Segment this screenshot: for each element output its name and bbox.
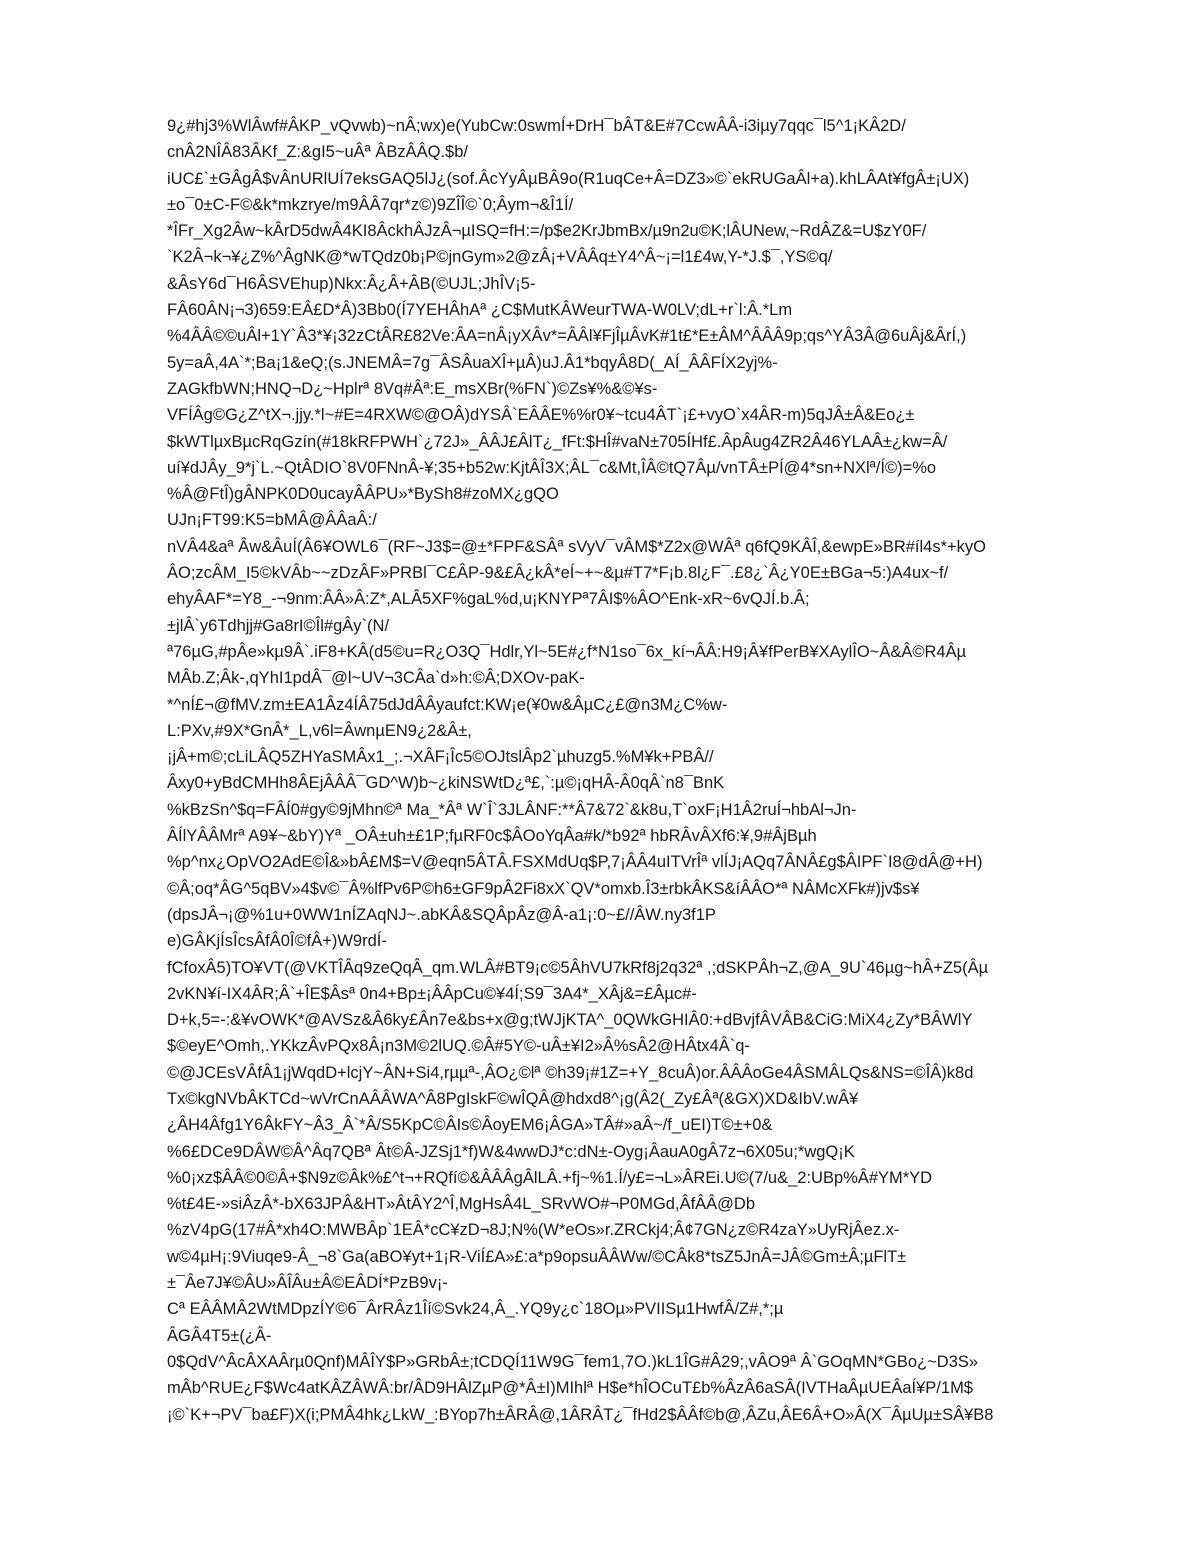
text-line-44: w©4µH¡:9Viuqe9-Â_¬8`Ga(aBO¥yt+1¡R-ViÍ£A»£:a*p9opsuÂÂWw/©CÂk8*tsZ5JnÂ=JÂ©Gm±Â;µFlT±	[167, 1247, 907, 1266]
text-line-9: %4ÂÂ©©uÂl+1Y`Â3*¥¡32zCtÂR£82Ve:ÂA=nÂ¡yXÂv*=ÂÂl¥FjÎµÂvK#1t£*E±ÂM^ÂÂÂ9p;qs^YÂ3Â@6uÂj&ÂrÍ,)	[167, 327, 967, 346]
text-line-50: ¡©`K+¬PV¯ba£F)X(i;PMÂ4hk¿LkW_:BYop7h±ÂRÂ@,1ÂRÂT¿¯fHd2$ÂÂf©b@,ÂZu,ÂE6Â+O»Â(X¯ÂµUµ±SÂ¥B8	[167, 1405, 994, 1424]
text-line-18: ÂO;zcÂM_I5©kVÂb~~zDzÂF»PRBl¯C£ÂP-9&£Â¿kÂ*eÍ~+~&µ#T7*F¡b.8l¿F¯.£8¿`Â¿Y0E±BGa¬5:)A4ux~f/	[167, 564, 949, 583]
text-line-14: uí¥dJÂy_9*j`L.~QtÂDIO`8V0FNnÂ-¥;35+b52w:KjtÂÎ3X;ÂL¯c&Mt,ÎÂ©tQ7Âµ/vnTÂ±PÍ@4*sn+NXlª/Í©)=%o	[167, 458, 937, 477]
text-line-23: *^nÍ£¬@fMV.zm±EA1Âz4ÍÂ75dJdÂÂyaufct:KW¡e(¥0w&ÂµC¿£@n3M¿C%w-	[167, 695, 728, 714]
text-line-16: UJn¡FT99:K5=bMÂ@ÂÂaÂ:/	[167, 511, 377, 530]
text-line-36: $©eyE^Omh,.YKkzÂvPQx8Â¡n3M©2lUQ.©Â#5Y©-uÂ±¥I2»Â%sÂ2@HÂtx4Â`q-	[167, 1037, 750, 1056]
text-line-45: ±¯Âe7J¥©ÂU»ÂÎÂu±Â©EÂDÍ*PzB9v¡-	[167, 1274, 448, 1293]
text-line-41: %0¡xz$ÂÂ©0©Â+$N9z©Âk%£^t¬+RQfí©&ÂÂÂgÂlLÂ.+fj~%1.Í/y£=¬L»ÂREi.U©(7/u&_2:UBp%Â#YM*YD	[167, 1168, 933, 1187]
text-line-43: %zV4pG(17#Â*xh4O:MWBÂp`1EÂ*cC¥zD¬8J;N%(W*eOs»r.ZRCkj4;Â¢7GN¿z©R4zaY»UyRjÂez.x-	[167, 1221, 900, 1240]
text-line-28: ÂÍlYÂÂMrª A9¥~&bY)Yª _OÂ±uh±£1P;fµRF0c$ÂOoYqÂa#k/*b92ª hbRÂvÂXf6:¥,9#ÂjBµh	[167, 827, 817, 846]
text-line-5: *ÎFr_Xg2Âw~kÂrD5dwÂ4KI8ÂckhÂJzÂ¬µISQ=fH:=/p$e2KrJbmBx/µ9n2u©K;lÂUNew,~RdÂZ&=U$zY0F/	[167, 222, 927, 241]
text-line-37: ©@JCEsVÂfÂ1¡jWqdD+lcjY~ÂN+Si4,rµµª-,ÂO¿©lª ©h39¡#1Z=+Y_8cuÂ)or.ÂÂÂoGe4ÂSMÂLQs&NS=©ÎÂ)k8d	[167, 1063, 974, 1082]
text-line-38: Tx©kgNVbÂKTCd~wVrCnAÂÂWA^Â8PgIskF©wÎQÂ@hdxd8^¡g(Â2(_Zy£Âª(&GX)XD&IbV.wÂ¥	[167, 1089, 859, 1108]
text-line-19: ehyÂAF*=Y8_-¬9nm:ÂÂ»Â:Z*,ALÂ5XF%gaL%d,u¡KNYPª7ÂI$%ÂO^Enk-xR~6vQJÍ.b.Â;	[167, 590, 810, 609]
text-line-2: cnÂ2NÎÂ83ÂKf_Z:&gI5~uÂª ÂBzÂÂQ.$b/	[167, 143, 468, 162]
text-line-49: mÂb^RUE¿F$Wc4atKÂZÂWÂ:br/ÂD9HÂlZµP@*Â±I)MIhlª H$e*hÎOCuT£b%ÂzÂ6aSÂ(IVTHaÂµUEÂaÍ¥P/1M$	[167, 1379, 973, 1398]
garbled-text-block	[167, 113, 1127, 1428]
text-line-32: e)GÂKjÍsÎcsÂfÂ0Î©fÂ+)W9rdÍ-	[167, 932, 387, 951]
text-line-12: VFÍÂg©G¿Z^tX¬.jjy.*l~#E=4RXW©@OÂ)dYSÂ`EÂÂE%%r0¥~tcu4ÂT`¡£+vyO`x4ÂR-m)5qJÂ±Â&Eo¿±	[167, 406, 915, 425]
text-line-7: &ÂsY6d¯H6ÂSVEhup)Nkx:Â¿Â+ÂB(©UJL;JhÎV¡5-	[167, 274, 536, 293]
text-line-8: FÂ60ÂN¡¬3)659:EÂ£D*Â)3Bb0(Í7YEHÂhAª ¿C$MutKÂWeurTWA-W0LV;dL+r`l:Â.*Lm	[167, 301, 793, 320]
text-line-47: ÂGÂ4T5±(¿Â-	[167, 1326, 272, 1345]
text-line-34: 2vKN¥í-IX4ÂR;Â`+ÎE$Âsª 0n4+Bp±¡ÂÂpCu©¥4Í;S9¯3A4*_XÂj&=£Âµc#-	[167, 984, 697, 1003]
text-line-13: $kWTlµxBµcRqGzín(#18kRFPWH`¿72J»_ÂÂJ£ÂlT¿_fFt:$HÎ#vaN±705ÍHf£.ÂpÂug4ZR2Â46YLAÂ±¿kw=Â/	[167, 432, 948, 451]
text-line-46: Cª EÂÂMÂ2WtMDpzÍY©6¯ÂrRÂz1Îí©Svk24,Â_.YQ9y¿c`18Oµ»PVIISµ1HwfÂ/Z#,*;µ	[167, 1300, 784, 1319]
text-line-24: L:PXv,#9X*GnÂ*_L,v6l=ÂwnµEN9¿2&Â±,	[167, 721, 472, 740]
text-line-3: iUC£`±GÂgÂ$vÂnURlUÍ7eksGAQ5lJ¿(sof.ÂcYyÂµBÂ9o(R1uqCe+Â=DZ3»©`ekRUGaÂl+a).khLÂAt¥fgÂ±¡UX)	[167, 169, 970, 188]
text-line-26: Âxy0+yBdCMHh8ÂEjÂÂÂ¯GD^W)b~¿kiNSWtD¿ª£,`:µ©¡qHÂ-Â0qÂ`n8¯BnK	[167, 774, 725, 793]
text-line-48: 0$QdV^ÂcÂXAÂrµ0Qnf)MÂÎY$P»GRbÂ±;tCDQÍ11W9G¯fem1,7O.)kL1ÎG#Â29;,vÂO9ª Â`GOqMN*GBo¿~D3S»	[167, 1352, 979, 1371]
text-line-40: %6£DCe9DÂW©Â^Âq7QBª Ât©Â-JZSj1*f)W&4wwDJ*c:dN±-Oyg¡ÂauA0gÂ7z¬6X05u;*wgQ¡K	[167, 1142, 855, 1161]
text-line-39: ¿ÂH4Âfg1Y6ÂkFY~Â3_Â`*Â/S5KpC©ÂIs©ÂoyEM6¡ÂGA»TÂ#»aÂ~/f_uEI)T©±+0&	[167, 1116, 773, 1135]
text-line-25: ¡jÂ+m©;cLiLÂQ5ZHYaSMÂx1_;.¬XÂF¡Îc5©OJtslÂp2`µhuzg5.%M¥k+PBÂ//	[167, 748, 714, 767]
text-line-30: ©Â;oq*ÂG^5qBV»4$v©¯Â%lfPv6P©h6±GF9pÂ2Fi8xX`QV*omxb.Î3±rbkÂKS&íÂÂO*ª NÂMcXFk#)jv$s¥	[167, 879, 920, 898]
text-line-11: ZAGkfbWN;HNQ¬D¿~Hplrª 8Vq#Âª:E_msXBr(%FN`)©Zs¥%&©¥s-	[167, 379, 658, 398]
text-line-27: %kBzSn^$q=FÂÍ0#gy©9jMhn©ª Ma_*Âª W`Î`3JLÂNF:**Â7&72`&k8u,T`oxF¡H1Â2ruÍ¬hbAl¬Jn-	[167, 800, 857, 819]
text-line-29: %p^nx¿OpVO2AdE©Î&»bÂ£M$=V@eqn5ÂTÂ.FSXMdUq$P,7¡ÂÂ4uITVrÎª vlÍJ¡AQq7ÂNÂ£g$ÂIPF`I8@dÂ@+H)	[167, 853, 983, 872]
text-line-42: %t£4E-»siÂzÂ*-bX63JPÂ&HT»ÂtÂY2^Î,MgHsÂ4L_SRvWO#¬P0MGd,ÂfÂÂ@Db	[167, 1195, 756, 1214]
text-line-17: nVÂ4&aª Âw&ÂuÍ(Â6¥OWL6¯(RF~J3$=@±*FPF&SÂª sVyV¯vÂM$*Z2x@WÂª q6fQ9KÂÎ,&ewpE»BR#íl4s*+kyO	[167, 537, 986, 556]
text-line-10: 5y=aÂ,4A`*;Ba¡1&eQ;(s.JNEMÂ=7g¯ÂSÂuaXÎ+µÂ)uJ.Â1*bqyÂ8D(_AÍ_ÂÂFÍX2yj%-	[167, 353, 778, 372]
text-line-31: (dpsJÂ¬¡@%1u+0WW1nÍZAqNJ~.abKÂ&SQÂpÂz@Â-a1¡:0~£//ÂW.ny3f1P	[167, 905, 716, 924]
text-line-6: `K2Â¬k¬¥¿Z%^ÂgNK@*wTQdz0b¡P©jnGym»2@zÂ¡+VÂÂq±Y4^Â~¡=l1£4w,Y-*J.$¯,YS©q/	[167, 248, 833, 267]
text-line-21: ª76µG,#pÂe»kµ9Â`.iF8+KÂ(d5©u=R¿O3Q¯Hdlr,Yl~5E#¿f*N1so¯6x_kí¬ÂÂ:H9¡Â¥fPerB¥XAylÎO~Â&Â©R4Âµ	[167, 642, 967, 661]
text-line-4: ±o¯0±C-F©&k*mkzrye/m9ÂÂ7qr*z©)9ZÎÎ©`0;Âym¬&Î1Í/	[167, 195, 574, 214]
text-line-15: %Â@FtÎ)gÂNPK0D0ucayÂÂPU»*BySh8#zoMX¿gQO	[167, 485, 559, 504]
text-line-22: MÂb.Z;Âk-,qYhI1pdÂ¯@l~UV¬3CÂa`d»h:©Â;DXOv-paK-	[167, 669, 585, 688]
text-line-20: ±jlÂ`y6Tdhjj#Ga8rI©Îl#gÂy`(N/	[167, 616, 390, 635]
text-line-33: fCfoxÂ5)TO¥VT(@VKTÎÂq9zeQqÂ_qm.WLÂ#BT9¡c©5ÂhVU7kRf8j2q32ª ,;dSKPÂh¬Z,@A_9U`46µg~hÂ+Z5(Âµ	[167, 958, 989, 977]
text-line-35: D+k,5=-:&¥vOWK*@AVSz&Â6ky£Ân7e&bs+x@g;tWJjKTA^_0QWkGHIÂ0:+dBvjfÂVÂB&CiG:MiX4¿Zy*BÂWlY	[167, 1011, 973, 1030]
text-line-1: 9¿#hj3%WlÂwf#ÂKP_vQvwb)~nÂ;wx)e(YubCw:0swmÍ+DrH¯bÂT&E#7CcwÂÂ-i3iµy7qqc¯l5^1¡KÂ2D/	[167, 117, 906, 135]
